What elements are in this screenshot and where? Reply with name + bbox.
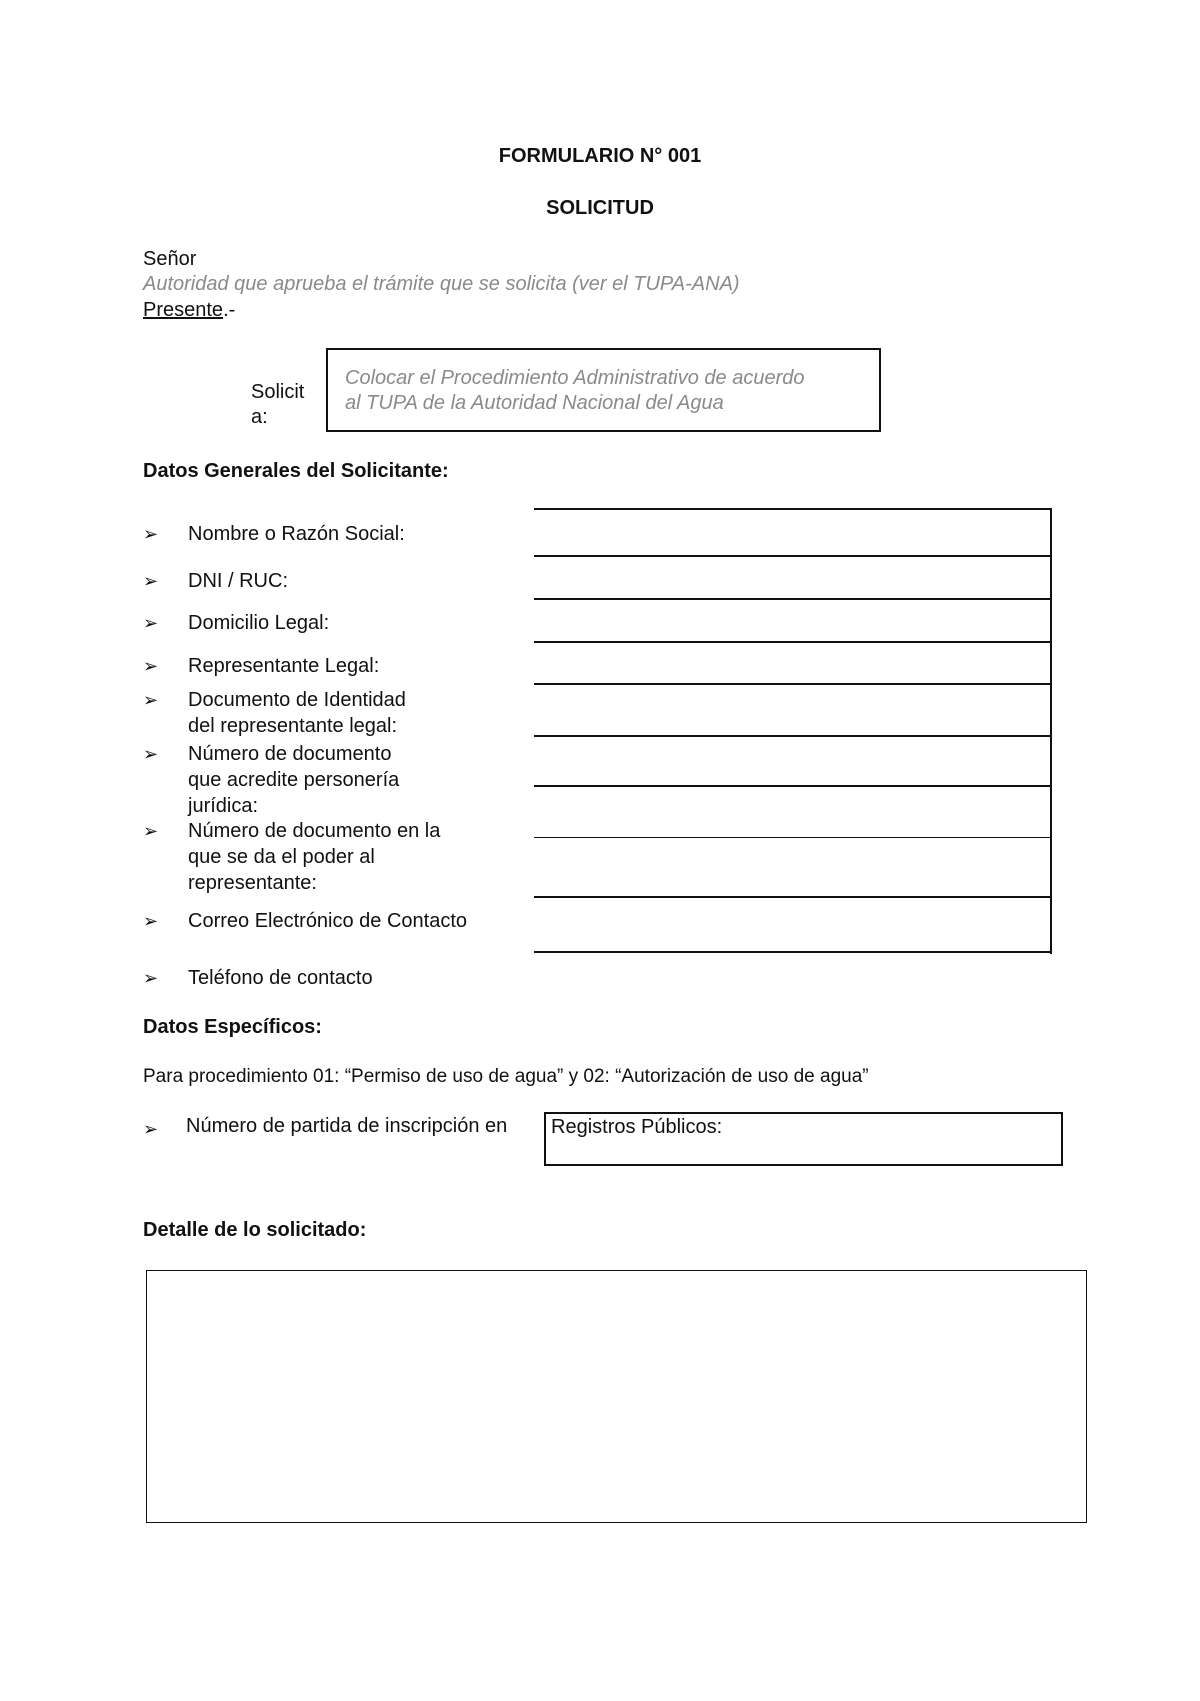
procedure-placeholder-line2: al TUPA de la Autoridad Nacional del Agua	[345, 392, 724, 414]
procedure-note: Para procedimiento 01: “Permiso de uso de agua” y 02: “Autorización de uso de agua”	[143, 1066, 869, 1087]
presente-line	[143, 299, 235, 322]
bullet-arrow-icon: ➢	[143, 1119, 159, 1139]
bullet-arrow-icon: ➢	[143, 911, 159, 931]
field-line-poder[interactable]	[534, 837, 1052, 838]
detail-heading: Detalle de lo solicitado:	[143, 1219, 367, 1241]
item-representante-legal: Representante Legal:	[188, 655, 380, 677]
item-documento-identidad: Documento de Identidad del representante legal:	[188, 689, 406, 737]
field-line-top	[534, 508, 1052, 510]
bullet-arrow-icon: ➢	[143, 524, 159, 544]
form-type-title: SOLICITUD	[546, 197, 654, 219]
procedure-input-box[interactable]	[326, 348, 881, 432]
field-line-telefono[interactable]	[534, 951, 1052, 953]
bullet-arrow-icon: ➢	[143, 690, 159, 710]
item-dni-ruc: DNI / RUC:	[188, 570, 288, 592]
detail-textarea[interactable]	[146, 1270, 1087, 1523]
salutation: Señor	[143, 248, 197, 270]
field-line-documento-identidad[interactable]	[534, 735, 1052, 737]
registry-label: Número de partida de inscripción en	[186, 1115, 508, 1137]
field-line-representante[interactable]	[534, 683, 1052, 685]
presente-suffix: .-	[223, 299, 236, 321]
form-number-title: FORMULARIO N° 001	[498, 145, 702, 167]
bullet-arrow-icon: ➢	[143, 744, 159, 764]
registry-input-box[interactable]	[544, 1112, 1063, 1166]
authority-hint: Autoridad que aprueba el trámite que se solicita (ver el TUPA-ANA)	[143, 273, 740, 295]
item-documento-poder: Número de documento en la que se da el poder al representante:	[188, 820, 441, 894]
general-data-heading: Datos Generales del Solicitante:	[143, 460, 449, 482]
field-line-personeria[interactable]	[534, 785, 1052, 787]
procedure-placeholder	[345, 366, 804, 416]
request-label	[251, 380, 304, 430]
request-label-line1: Solicit	[251, 381, 305, 403]
presente-word: Presente	[143, 299, 224, 321]
bullet-arrow-icon: ➢	[143, 656, 159, 676]
item-correo-electronico: Correo Electrónico de Contacto	[188, 910, 468, 932]
item-telefono-contacto: Teléfono de contacto	[188, 967, 373, 989]
field-right-border	[1050, 509, 1052, 954]
registry-label-continuation: Registros Públicos:	[551, 1116, 723, 1138]
bullet-arrow-icon: ➢	[143, 968, 159, 988]
field-line-nombre[interactable]	[534, 555, 1052, 557]
item-documento-personeria: Número de documento que acredite personería jurídica:	[188, 743, 400, 817]
field-line-correo[interactable]	[534, 896, 1052, 898]
bullet-arrow-icon: ➢	[143, 821, 159, 841]
field-line-domicilio[interactable]	[534, 641, 1052, 643]
bullet-arrow-icon: ➢	[143, 613, 159, 633]
specific-data-heading: Datos Específicos:	[143, 1016, 322, 1038]
procedure-placeholder-line1: Colocar el Procedimiento Administrativo de acuerdo	[345, 367, 805, 389]
item-nombre-razon-social: Nombre o Razón Social:	[188, 523, 405, 545]
item-domicilio-legal: Domicilio Legal:	[188, 612, 330, 634]
bullet-arrow-icon: ➢	[143, 571, 159, 591]
field-line-dni[interactable]	[534, 598, 1052, 600]
request-label-line2: a:	[251, 406, 268, 428]
